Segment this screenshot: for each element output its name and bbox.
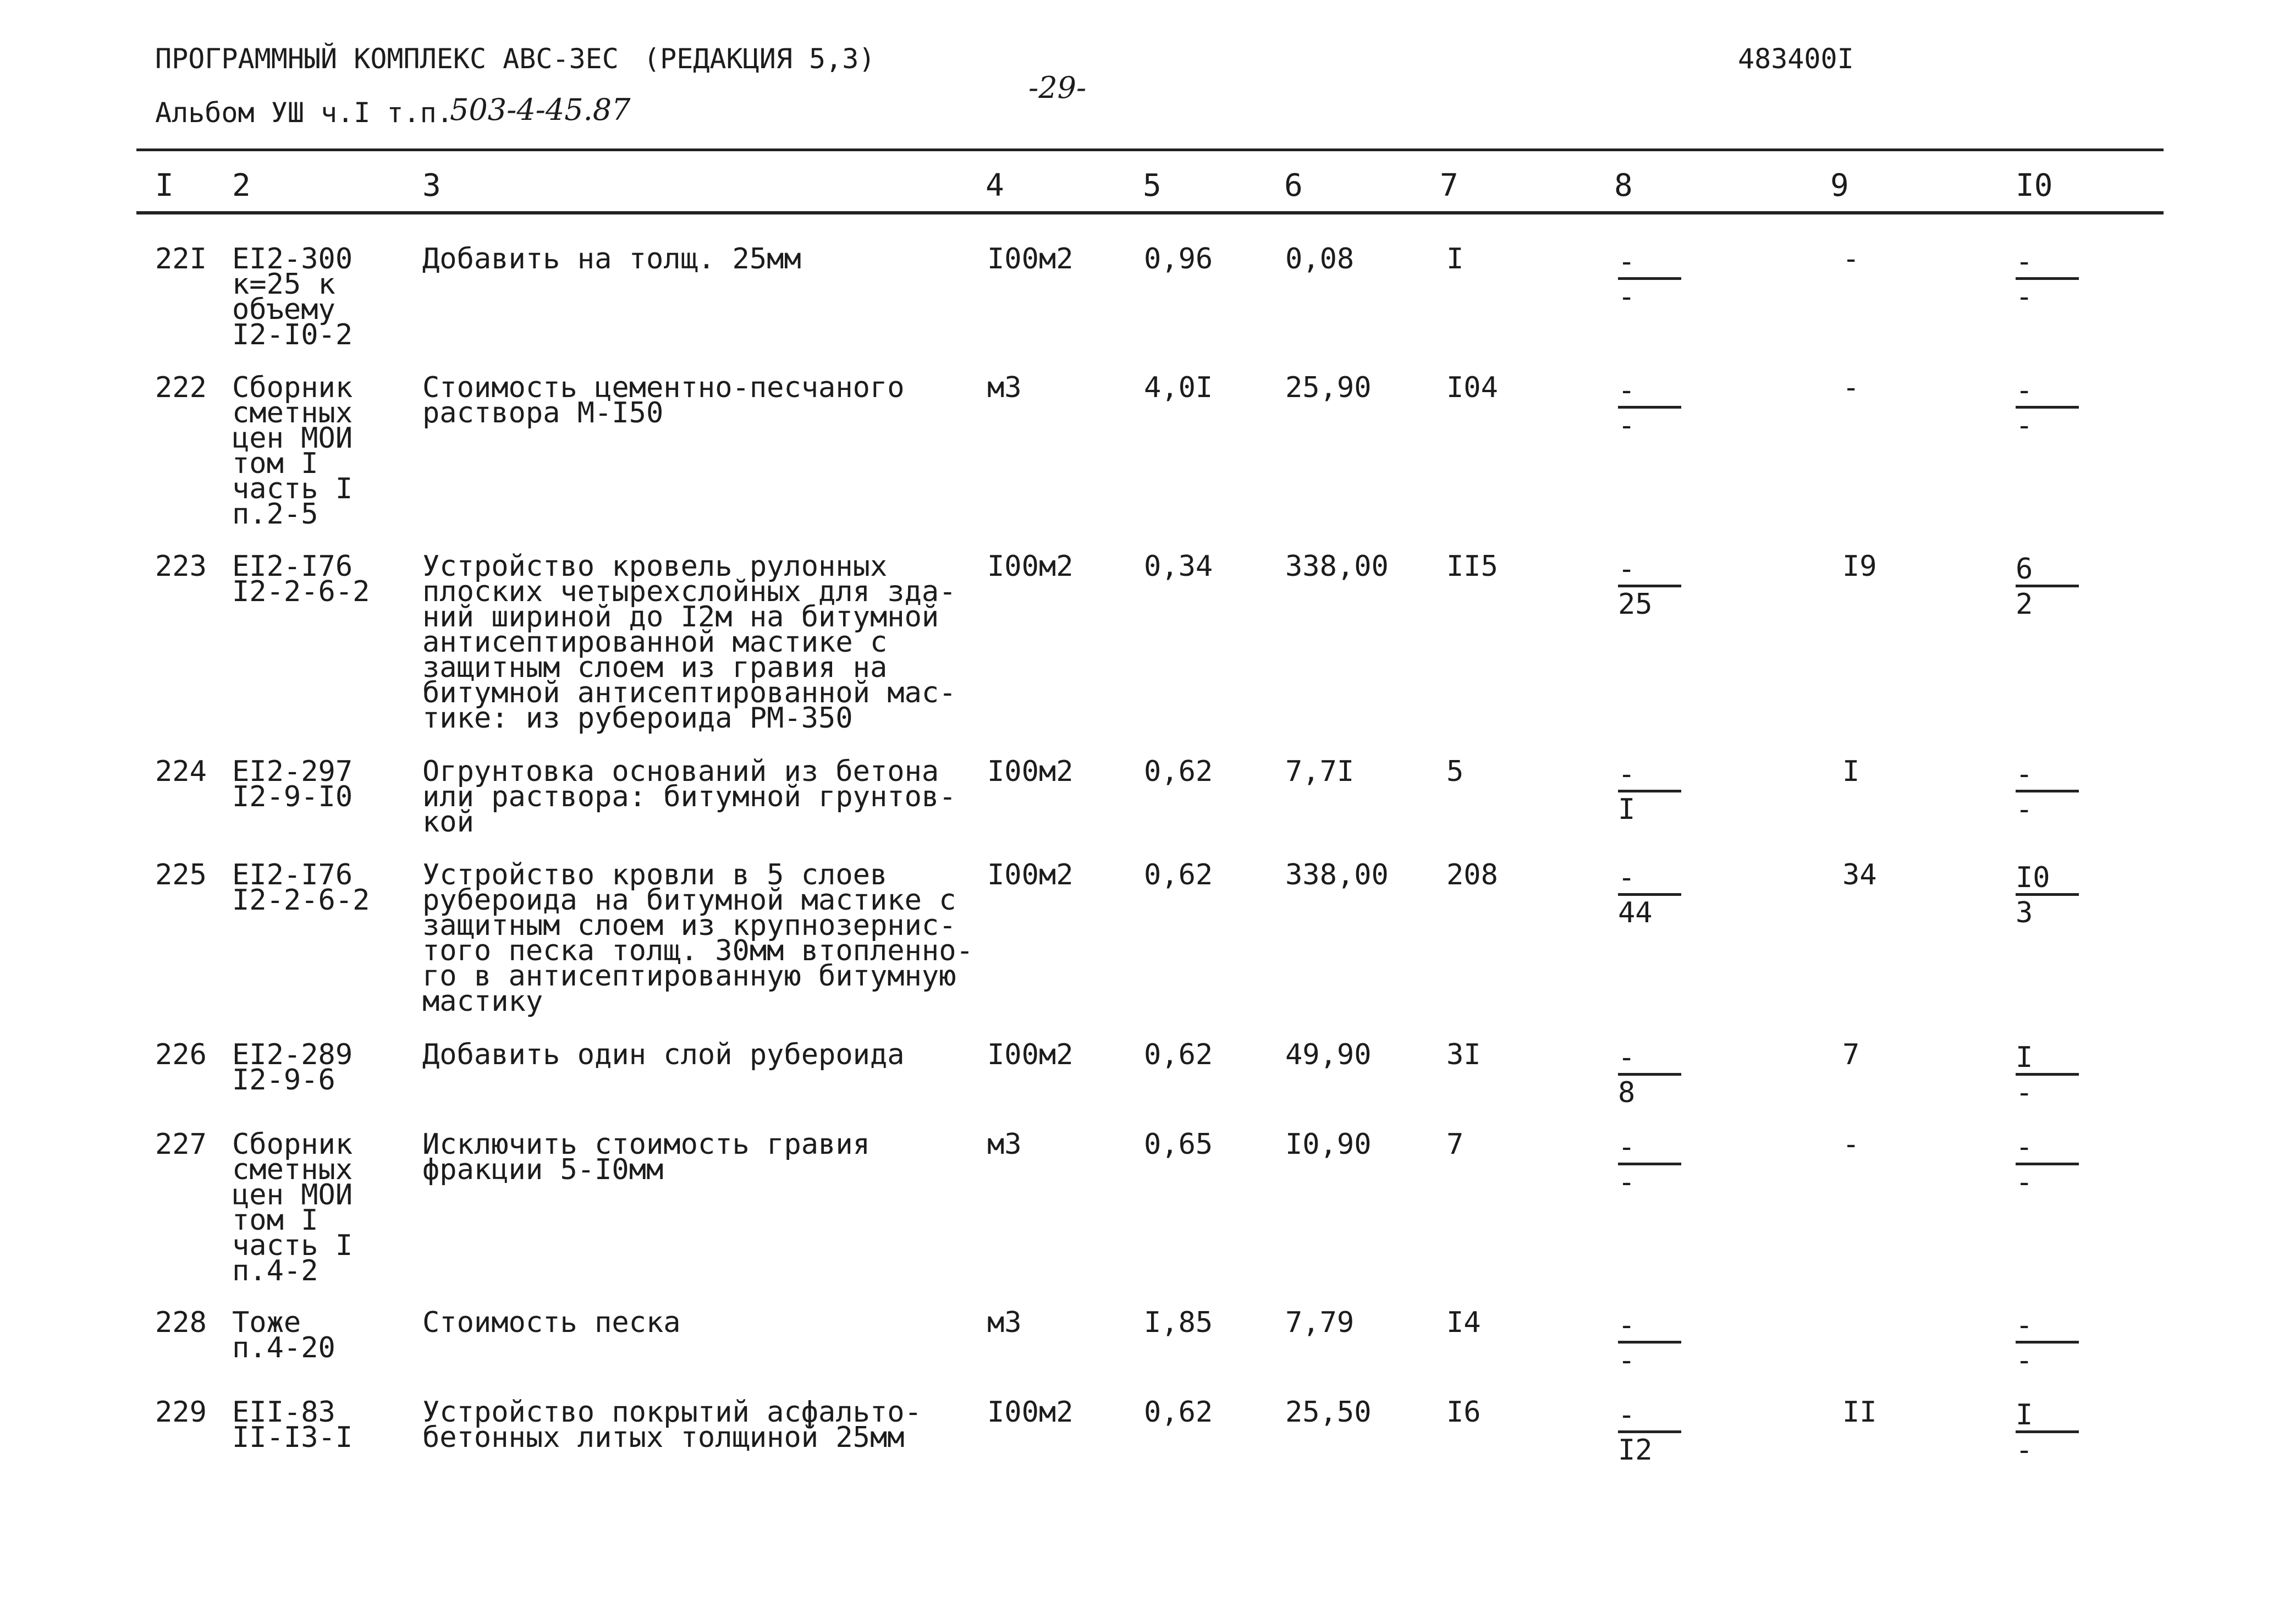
column-number: I: [155, 168, 174, 203]
fraction-numerator: -: [1618, 758, 1636, 791]
work-description: [422, 550, 956, 735]
project-code: 503-4-45.87: [450, 92, 631, 127]
unit: I00м2: [987, 1396, 1074, 1429]
work-description: [422, 1396, 922, 1454]
unit-price: 25,50: [1285, 1396, 1372, 1429]
reference-code: [232, 1128, 353, 1287]
edition-label: (РЕДАКЦИЯ 5,3): [643, 43, 876, 75]
work-description-line: Стоимость песка: [422, 1306, 681, 1339]
work-description-line: Стоимость цементно-песчаного: [422, 371, 905, 404]
column-10-fraction: [2016, 1131, 2087, 1199]
work-description: [422, 1306, 681, 1339]
fraction-numerator: I: [2016, 1399, 2033, 1432]
reference-code-line: Сборник: [232, 371, 353, 404]
work-description-line: кой: [422, 806, 474, 839]
reference-code-line: I2-9-I0: [232, 780, 353, 813]
fraction-denominator: I: [1618, 793, 1636, 826]
unit-price: 25,90: [1285, 371, 1372, 404]
total-cost: 3I: [1446, 1038, 1481, 1071]
fraction-denominator: 8: [1618, 1076, 1636, 1109]
work-description-line: Огрунтовка оснований из бетона: [422, 755, 939, 788]
work-description-line: фракции 5-I0мм: [422, 1153, 664, 1186]
unit-price: 338,00: [1285, 858, 1389, 891]
row-number: 22I: [155, 243, 207, 276]
column-number: 9: [1830, 168, 1849, 203]
fraction-numerator: -: [1618, 1399, 1636, 1432]
unit: I00м2: [987, 243, 1074, 276]
column-8-fraction: [1618, 245, 1689, 313]
work-description-line: Устройство кровель рулонных: [422, 550, 888, 583]
reference-code-line: п.4-2: [232, 1254, 318, 1287]
column-10-fraction: [2016, 374, 2087, 442]
unit: м3: [987, 371, 1022, 404]
fraction-denominator: -: [1618, 280, 1636, 313]
row-number: 229: [155, 1396, 207, 1429]
work-description-line: мастику: [422, 985, 543, 1018]
quantity: I,85: [1144, 1306, 1213, 1339]
fraction-numerator: -: [1618, 861, 1636, 894]
column-9-value: II: [1842, 1396, 1877, 1429]
fraction-denominator: -: [2016, 409, 2033, 442]
reference-code-line: том I: [232, 447, 318, 480]
fraction-numerator: I: [2016, 1041, 2033, 1074]
work-description-line: защитным слоем из крупнозернис-: [422, 909, 956, 942]
header-rule: [136, 211, 2164, 214]
column-10-fraction: [2016, 1309, 2087, 1377]
fraction-denominator: I2: [1618, 1434, 1653, 1467]
column-8-fraction: [1618, 861, 1689, 929]
column-10-fraction: [2016, 553, 2087, 621]
fraction-denominator: 44: [1618, 896, 1653, 929]
column-8-fraction: [1618, 553, 1689, 621]
work-description-line: раствора М-I50: [422, 397, 664, 430]
unit: м3: [987, 1306, 1022, 1339]
work-description-line: го в антисептированную битумную: [422, 960, 956, 993]
work-description: [422, 243, 801, 276]
column-number: 4: [986, 168, 1004, 203]
reference-code-line: I2-2-6-2: [232, 575, 370, 608]
reference-code-line: EI2-I76: [232, 550, 353, 583]
column-number: 6: [1284, 168, 1303, 203]
quantity: 0,96: [1144, 243, 1213, 276]
fraction-numerator: -: [1618, 553, 1636, 586]
unit-price: I0,90: [1285, 1128, 1372, 1161]
column-9-value: 34: [1842, 858, 1877, 891]
reference-code-line: EI2-300: [232, 243, 353, 276]
column-9-value: I: [1842, 755, 1860, 788]
column-9-value: -: [1842, 1128, 1860, 1161]
fraction-numerator: -: [2016, 1131, 2033, 1164]
quantity: 0,62: [1144, 755, 1213, 788]
fraction-denominator: -: [1618, 409, 1636, 442]
column-number: 2: [232, 168, 251, 203]
work-description-line: бетонных литых толщиной 25мм: [422, 1421, 905, 1454]
column-number: 7: [1440, 168, 1459, 203]
work-description: [422, 858, 973, 1018]
work-description: [422, 1038, 905, 1071]
fraction-denominator: -: [1618, 1344, 1636, 1377]
total-cost: II5: [1446, 550, 1498, 583]
unit-price: 7,7I: [1285, 755, 1355, 788]
fraction-denominator: -: [2016, 1344, 2033, 1377]
column-10-fraction: [2016, 245, 2087, 313]
reference-code-line: сметных: [232, 397, 353, 430]
total-cost: 7: [1446, 1128, 1464, 1161]
total-cost: 5: [1446, 755, 1464, 788]
reference-code-line: EI2-I76: [232, 858, 353, 891]
work-description-line: защитным слоем из гравия на: [422, 651, 888, 684]
column-number: 3: [422, 168, 441, 203]
work-description-line: ний шириной до I2м на битумной: [422, 601, 939, 634]
album-label: Альбом УШ ч.I т.п.: [155, 97, 453, 129]
quantity: 0,34: [1144, 550, 1213, 583]
reference-code: [232, 243, 353, 351]
reference-code: [232, 755, 353, 813]
fraction-denominator: -: [2016, 793, 2033, 826]
fraction-denominator: -: [2016, 1076, 2033, 1109]
reference-code-line: I2-2-6-2: [232, 884, 370, 917]
fraction-denominator: 2: [2016, 588, 2033, 621]
total-cost: I4: [1446, 1306, 1481, 1339]
fraction-numerator: -: [1618, 374, 1636, 407]
row-number: 225: [155, 858, 207, 891]
work-description-line: Устройство покрытий асфальто-: [422, 1396, 922, 1429]
column-10-fraction: [2016, 1399, 2087, 1467]
reference-code-line: п.4-20: [232, 1331, 335, 1364]
row-number: 228: [155, 1306, 207, 1339]
reference-code-line: Тоже: [232, 1306, 301, 1339]
quantity: 0,65: [1144, 1128, 1213, 1161]
column-10-fraction: [2016, 758, 2087, 826]
column-number: 5: [1143, 168, 1162, 203]
column-number: I0: [2016, 168, 2053, 203]
reference-code: [232, 858, 370, 917]
column-10-fraction: [2016, 1041, 2087, 1109]
reference-code-line: часть I: [232, 472, 353, 505]
work-description: [422, 371, 905, 430]
page-number: -29-: [1028, 70, 1087, 105]
quantity: 0,62: [1144, 1396, 1213, 1429]
row-number: 222: [155, 371, 207, 404]
reference-code: [232, 1396, 353, 1454]
quantity: 0,62: [1144, 858, 1213, 891]
fraction-denominator: -: [2016, 1434, 2033, 1467]
quantity: 4,0I: [1144, 371, 1213, 404]
fraction-denominator: 3: [2016, 896, 2033, 929]
row-number: 226: [155, 1038, 207, 1071]
reference-code-line: EI2-289: [232, 1038, 353, 1071]
fraction-numerator: -: [1618, 245, 1636, 278]
column-number: 8: [1614, 168, 1633, 203]
fraction-denominator: 25: [1618, 588, 1653, 621]
fraction-denominator: -: [1618, 1166, 1636, 1199]
work-description-line: Исключить стоимость гравия: [422, 1128, 870, 1161]
row-number: 224: [155, 755, 207, 788]
document-number: 483400I: [1738, 43, 1854, 75]
reference-code-line: EII-83: [232, 1396, 335, 1429]
reference-code-line: том I: [232, 1204, 318, 1237]
work-description-line: того песка толщ. 30мм втопленно-: [422, 934, 973, 967]
unit-price: 49,90: [1285, 1038, 1372, 1071]
fraction-numerator: -: [2016, 374, 2033, 407]
total-cost: 208: [1446, 858, 1498, 891]
column-8-fraction: [1618, 1309, 1689, 1377]
fraction-numerator: 6: [2016, 553, 2033, 586]
column-8-fraction: [1618, 758, 1689, 826]
unit-price: 0,08: [1285, 243, 1355, 276]
column-8-fraction: [1618, 1399, 1689, 1467]
fraction-numerator: -: [1618, 1131, 1636, 1164]
fraction-numerator: -: [1618, 1041, 1636, 1074]
unit: I00м2: [987, 550, 1074, 583]
column-9-value: I9: [1842, 550, 1877, 583]
reference-code-line: п.2-5: [232, 498, 318, 531]
total-cost: I04: [1446, 371, 1498, 404]
fraction-numerator: -: [2016, 758, 2033, 791]
column-10-fraction: [2016, 861, 2087, 929]
work-description: [422, 755, 956, 839]
work-description-line: Устройство кровли в 5 слоев: [422, 858, 888, 891]
fraction-denominator: -: [2016, 1166, 2033, 1199]
reference-code-line: часть I: [232, 1229, 353, 1262]
reference-code-line: I2-9-6: [232, 1064, 335, 1097]
fraction-numerator: I0: [2016, 861, 2050, 894]
reference-code-line: объему: [232, 293, 335, 326]
work-description-line: битумной антисептированной мас-: [422, 676, 956, 709]
reference-code-line: к=25 к: [232, 268, 335, 301]
unit: I00м2: [987, 755, 1074, 788]
unit-price: 338,00: [1285, 550, 1389, 583]
work-description-line: антисептированной мастике с: [422, 626, 888, 659]
quantity: 0,62: [1144, 1038, 1213, 1071]
work-description: [422, 1128, 870, 1186]
row-number: 227: [155, 1128, 207, 1161]
fraction-numerator: -: [1618, 1309, 1636, 1342]
reference-code-line: I2-I0-2: [232, 318, 353, 351]
reference-code: [232, 1038, 353, 1097]
fraction-numerator: -: [2016, 1309, 2033, 1342]
column-8-fraction: [1618, 1041, 1689, 1109]
reference-code: [232, 550, 370, 608]
top-rule: [136, 148, 2164, 151]
work-description-line: тике: из рубероида РМ-350: [422, 702, 853, 735]
column-8-fraction: [1618, 1131, 1689, 1199]
total-cost: I: [1446, 243, 1464, 276]
work-description-line: Добавить на толщ. 25мм: [422, 243, 801, 276]
unit: I00м2: [987, 858, 1074, 891]
work-description-line: Добавить один слой рубероида: [422, 1038, 905, 1071]
work-description-line: плоских четырехслойных для зда-: [422, 575, 956, 608]
work-description-line: или раствора: битумной грунтов-: [422, 780, 956, 813]
reference-code-line: EI2-297: [232, 755, 353, 788]
column-9-value: -: [1842, 371, 1860, 404]
unit: I00м2: [987, 1038, 1074, 1071]
program-title: ПРОГРАММНЫЙ КОМПЛЕКС АВС-ЗЕС: [155, 43, 619, 75]
fraction-numerator: -: [2016, 245, 2033, 278]
total-cost: I6: [1446, 1396, 1481, 1429]
reference-code-line: цен МОИ: [232, 1179, 353, 1212]
column-9-value: 7: [1842, 1038, 1860, 1071]
reference-code: [232, 371, 353, 531]
column-9-value: -: [1842, 243, 1860, 276]
unit: м3: [987, 1128, 1022, 1161]
reference-code-line: цен МОИ: [232, 422, 353, 455]
reference-code: [232, 1306, 335, 1364]
unit-price: 7,79: [1285, 1306, 1355, 1339]
work-description-line: рубероида на битумной мастике с: [422, 884, 956, 917]
reference-code-line: сметных: [232, 1153, 353, 1186]
fraction-denominator: -: [2016, 280, 2033, 313]
reference-code-line: II-I3-I: [232, 1421, 353, 1454]
reference-code-line: Сборник: [232, 1128, 353, 1161]
row-number: 223: [155, 550, 207, 583]
column-8-fraction: [1618, 374, 1689, 442]
